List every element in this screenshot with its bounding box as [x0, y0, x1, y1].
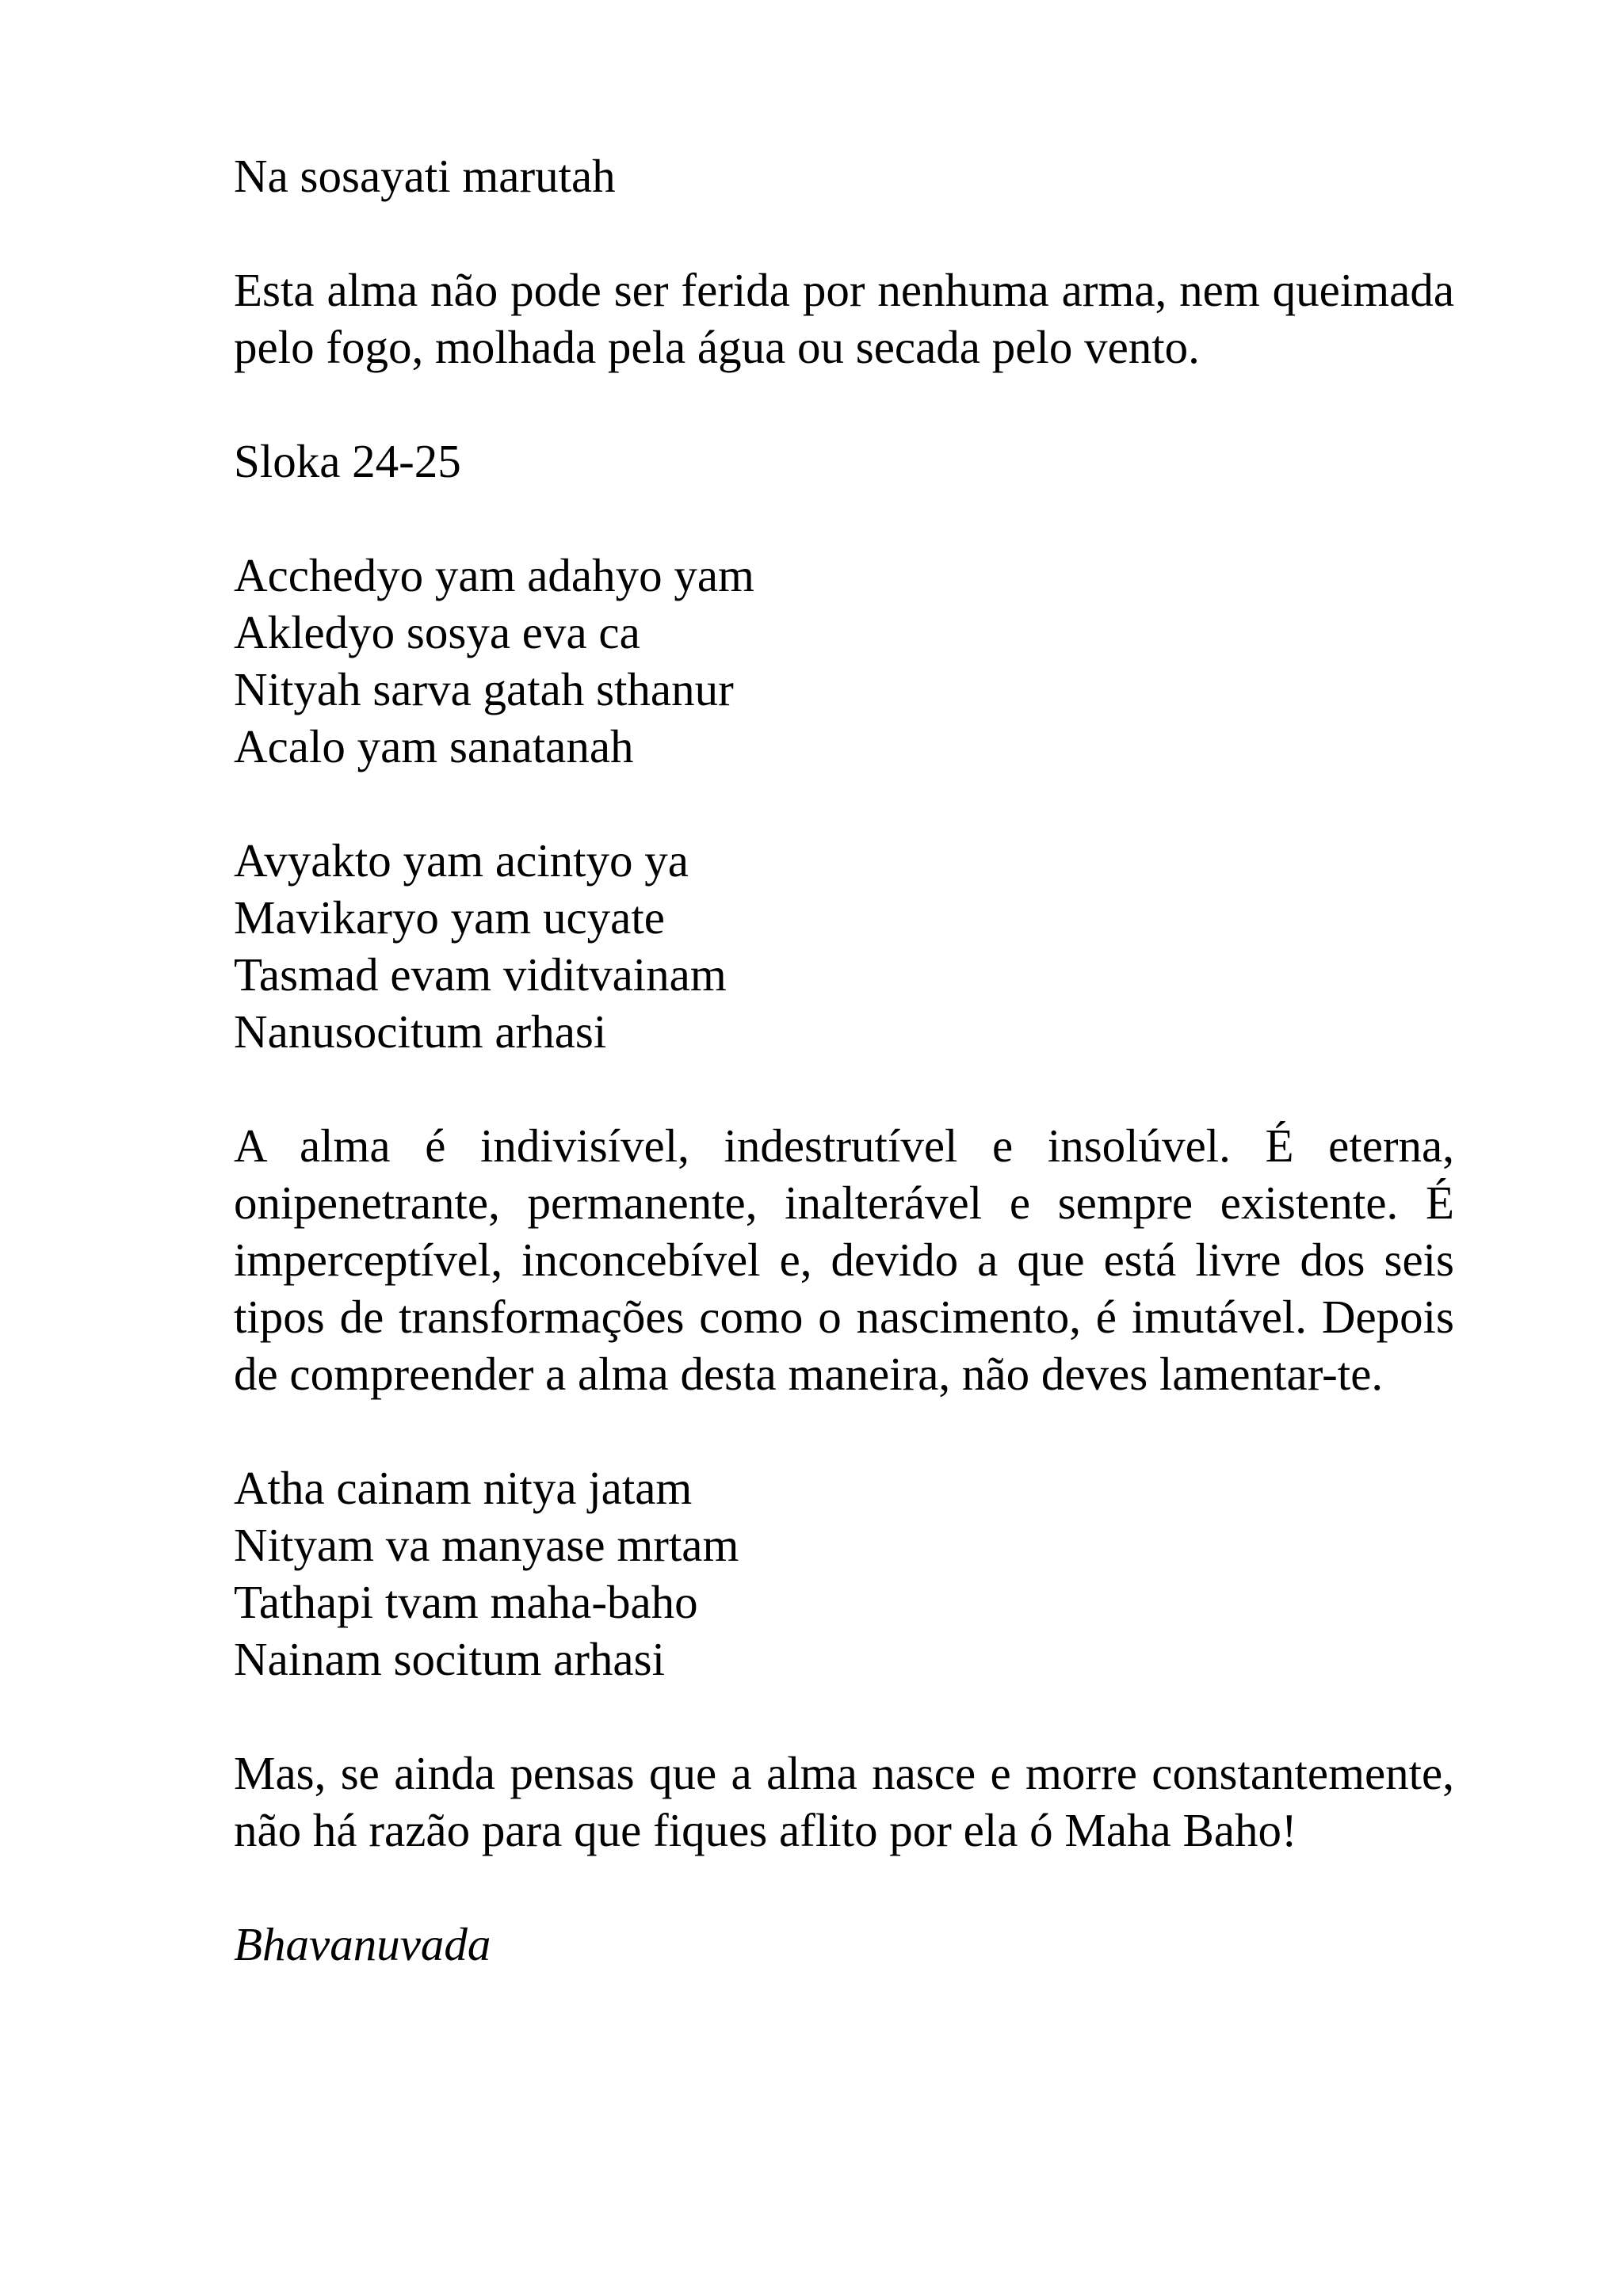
verse-line: Avyakto yam acintyo ya: [234, 834, 689, 887]
sloka-heading: Sloka 24-25: [234, 435, 461, 487]
verse-line: Mavikaryo yam ucyate: [234, 891, 665, 944]
verse-line: Acalo yam sanatanah: [234, 720, 634, 772]
verse-line: Akledyo sosya eva ca: [234, 606, 640, 658]
document-page: [234, 147, 1454, 2030]
verse-line: Nityah sarva gatah sthanur: [234, 663, 734, 715]
verse-line: Nityam va manyase mrtam: [234, 1519, 739, 1571]
verse-stanza: [234, 1459, 1454, 1688]
verse-line: Acchedyo yam adahyo yam: [234, 549, 754, 601]
verse-line: Tasmad evam viditvainam: [234, 948, 727, 1001]
section-heading-bhavanuvada: Bhavanuvada: [234, 1918, 491, 1970]
verse-line: Atha cainam nitya jatam: [234, 1462, 693, 1514]
translation-paragraph: Mas, se ainda pensas que a alma nasce e morre constantemente, não há razão para que fiques aflito por ela ó Maha Baho!: [234, 1747, 1454, 1856]
translation-paragraph: A alma é indivisível, indestrutível e insolúvel. É eterna, onipenetrante, permanente, inalterável e sempre existente. É imperceptível, inconcebível e, devido a que está livre dos seis tipos de transformações como o nascimento, é imutável. Depois de compreender a alma desta maneira, não deves lamentar-te.: [234, 1119, 1454, 1400]
verse-line: Tathapi tvam maha-baho: [234, 1576, 698, 1628]
verse-line: Na sosayati marutah: [234, 150, 616, 202]
verse-stanza: [234, 547, 1454, 775]
verse-line: Nainam socitum arhasi: [234, 1633, 665, 1685]
verse-line: Nanusocitum arhasi: [234, 1005, 607, 1058]
translation-paragraph: Esta alma não pode ser ferida por nenhuma arma, nem queimada pelo fogo, molhada pela água ou secada pelo vento.: [234, 264, 1454, 373]
verse-stanza: [234, 832, 1454, 1060]
